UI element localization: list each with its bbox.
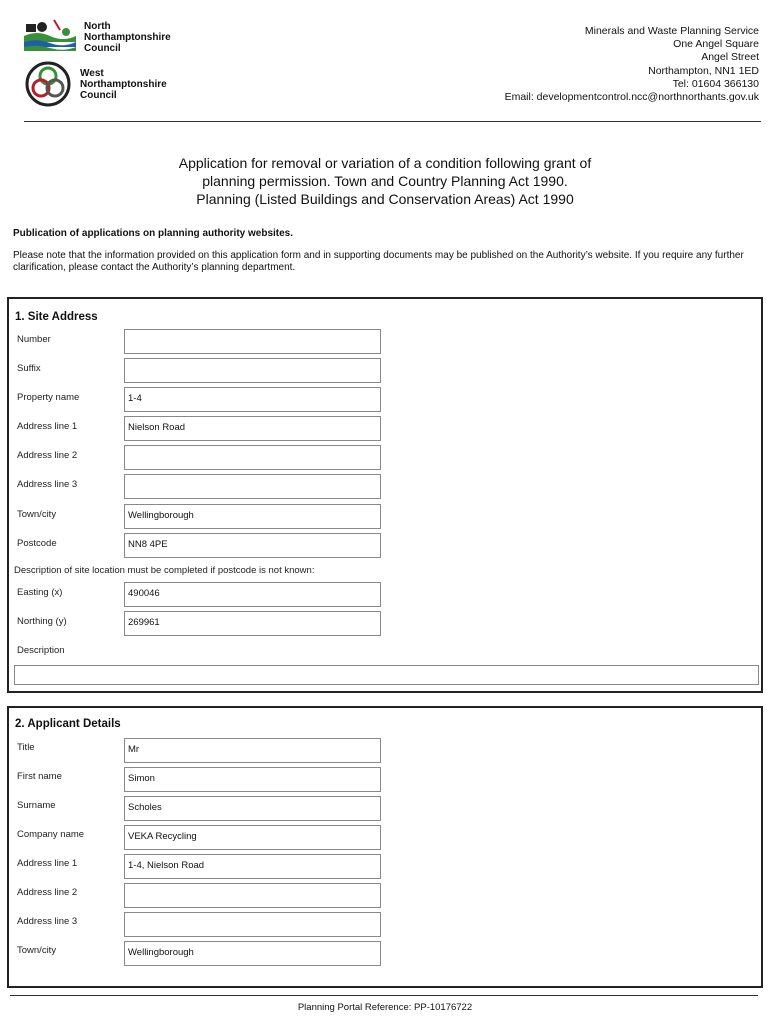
publication-heading: Publication of applications on planning authority websites.	[13, 228, 294, 239]
field-label: Address line 3	[17, 479, 78, 490]
field-label: Surname	[17, 800, 56, 811]
west-northants-knot-icon	[24, 60, 72, 108]
northing-field[interactable]: 269961	[124, 611, 381, 636]
field-label: Address line 1	[17, 858, 78, 869]
company-name-field[interactable]: VEKA Recycling	[124, 825, 381, 850]
form-title	[0, 154, 770, 208]
address-line: Minerals and Waste Planning Service	[584, 25, 759, 37]
logo2-line: West	[80, 68, 104, 79]
logo1-line: Northamptonshire	[84, 32, 171, 43]
address-line: Angel Street	[701, 51, 759, 64]
field-label: Property name	[17, 392, 80, 403]
footer-divider	[10, 995, 758, 996]
title-line: planning permission. Town and Country Planning Act 1990.	[202, 173, 568, 189]
logo2-line: Northamptonshire	[80, 79, 167, 90]
field-label: Town/city	[17, 509, 57, 520]
section-title: 2. Applicant Details	[15, 718, 121, 730]
address-email: Email: developmentcontrol.ncc@northnorthants.gov.uk	[504, 91, 759, 104]
town-city-field[interactable]: Wellingborough	[124, 504, 381, 529]
field-label: Suffix	[17, 363, 41, 374]
title-line: Planning (Listed Buildings and Conservation Areas) Act 1990	[196, 191, 574, 207]
site-address-section	[7, 297, 763, 693]
logo1-line: North	[84, 21, 111, 32]
field-label: Title	[17, 742, 35, 753]
west-northants-logo	[24, 60, 194, 110]
title-line: Application for removal or variation of a condition following grant of	[178, 155, 592, 171]
field-label: Description	[17, 645, 65, 656]
field-label: Address line 3	[17, 916, 78, 927]
address-line: Northampton, NN1 1ED	[648, 64, 759, 77]
address-line: Tel: 01604 366130	[672, 77, 759, 90]
address-line-1-field[interactable]: Nielson Road	[124, 416, 381, 441]
address-line-2-field[interactable]	[124, 445, 381, 470]
field-label: Postcode	[17, 538, 57, 549]
field-label: First name	[17, 771, 62, 782]
location-note: Description of site location must be completed if postcode is not known:	[14, 565, 315, 576]
north-northants-logo	[24, 18, 184, 54]
address-line: One Angel Square	[673, 38, 759, 51]
easting-field[interactable]: 490046	[124, 582, 381, 607]
publication-notice: Please note that the information provided on this application form and in supporting documents may be published on the Authority’s website. If you require any further clarification, please contact the Authority’s planning department.	[13, 250, 744, 273]
field-label: Company name	[17, 829, 85, 840]
north-northants-emblem-icon	[24, 18, 76, 54]
surname-field[interactable]: Scholes	[124, 796, 381, 821]
first-name-field[interactable]: Simon	[124, 767, 381, 792]
logo1-line: Council	[84, 43, 121, 54]
applicant-town-city-field[interactable]: Wellingborough	[124, 941, 381, 966]
number-field[interactable]	[124, 329, 381, 354]
applicant-address-line-3-field[interactable]	[124, 912, 381, 937]
field-label: Address line 2	[17, 450, 78, 461]
field-label: Address line 2	[17, 887, 78, 898]
field-label: Address line 1	[17, 421, 78, 432]
section-title: 1. Site Address	[15, 311, 98, 323]
suffix-field[interactable]	[124, 358, 381, 383]
applicant-address-line-1-field[interactable]: 1-4, Nielson Road	[124, 854, 381, 879]
applicant-details-section	[7, 706, 763, 988]
applicant-address-line-2-field[interactable]	[124, 883, 381, 908]
field-label: Northing (y)	[17, 616, 67, 627]
field-label: Number	[17, 334, 51, 345]
address-line-3-field[interactable]	[124, 474, 381, 499]
office-address	[505, 25, 759, 104]
field-label: Easting (x)	[17, 587, 63, 598]
description-field[interactable]	[14, 665, 759, 685]
field-label: Town/city	[17, 945, 57, 956]
header-divider	[24, 121, 761, 122]
postcode-field[interactable]: NN8 4PE	[124, 533, 381, 558]
planning-portal-reference: Planning Portal Reference: PP-10176722	[297, 1002, 473, 1013]
title-field[interactable]: Mr	[124, 738, 381, 763]
property-name-field[interactable]: 1-4	[124, 387, 381, 412]
logo2-line: Council	[80, 90, 117, 101]
